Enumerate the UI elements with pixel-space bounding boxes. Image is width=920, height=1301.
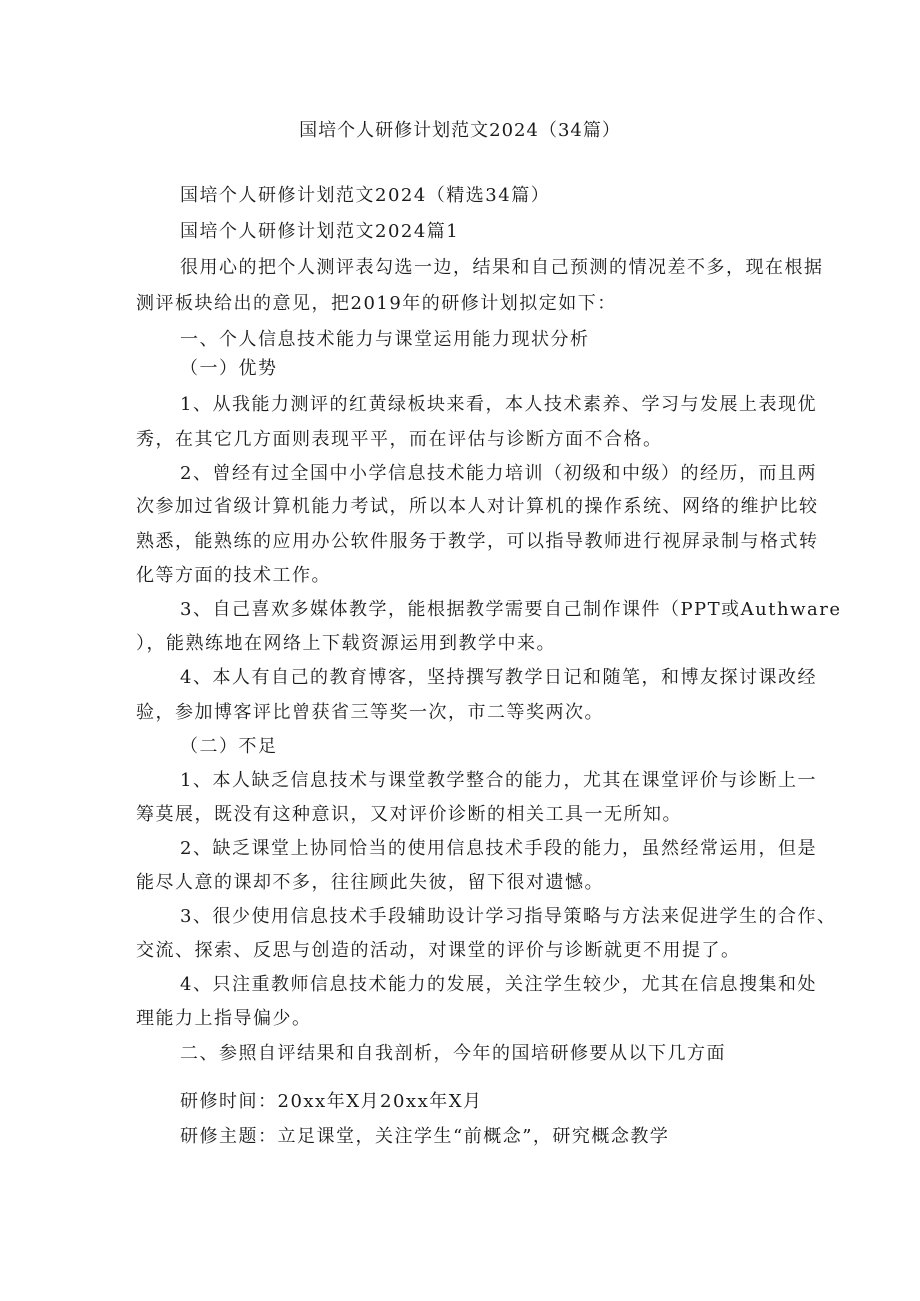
study-time: 研修时间：20xx年X月20xx年X月 — [180, 1091, 483, 1112]
subsection-shortcomings-heading: （二）不足 — [180, 736, 278, 757]
advantage-3-line-1: 3、自己喜欢多媒体教学，能根据教学需要自己制作课件（PPT或Authware — [180, 599, 842, 620]
section-2-heading: 二、参照自评结果和自我剖析，今年的国培研修要从以下几方面 — [180, 1043, 726, 1064]
document-title: 国培个人研修计划范文2024（34篇） — [299, 120, 621, 141]
advantage-3-line-2: ），能熟练地在网络上下载资源运用到教学中来。 — [136, 633, 556, 654]
document-subtitle: 国培个人研修计划范文2024（精选34篇） — [180, 185, 551, 206]
subsection-advantages-heading: （一）优势 — [180, 358, 278, 379]
advantage-2-line-1: 2、曾经有过全国中小学信息技术能力培训（初级和中级）的经历，而且两 — [180, 463, 817, 484]
study-topic: 研修主题：立足课堂，关注学生“前概念”，研究概念教学 — [180, 1126, 670, 1147]
advantage-2-line-3: 熟悉，能熟练的应用办公软件服务于教学，可以指导教师进行视屏录制与格式转 — [136, 531, 819, 552]
shortcoming-1-line-2: 筹莫展，既没有这种意识，又对评价诊断的相关工具一无所知。 — [136, 804, 682, 825]
shortcoming-2-line-1: 2、缺乏课堂上协同恰当的使用信息技术手段的能力，虽然经常运用，但是 — [180, 838, 817, 859]
article-heading: 国培个人研修计划范文2024篇1 — [180, 221, 460, 242]
shortcoming-2-line-2: 能尽人意的课却不多，往往顾此失彼，留下很对遗憾。 — [136, 872, 604, 893]
shortcoming-3-line-2: 交流、探索、反思与创造的活动，对课堂的评价与诊断就更不用提了。 — [136, 940, 741, 961]
advantage-2-line-2: 次参加过省级计算机能力考试，所以本人对计算机的操作系统、网络的维护比较 — [136, 496, 819, 517]
advantage-4-line-2: 验，参加博客评比曾获省三等奖一次，市二等奖两次。 — [136, 702, 604, 723]
shortcoming-1-line-1: 1、本人缺乏信息技术与课堂教学整合的能力，尤其在课堂评价与诊断上一 — [180, 770, 817, 791]
shortcoming-3-line-1: 3、很少使用信息技术手段辅助设计学习指导策略与方法来促进学生的合作、 — [180, 906, 837, 927]
section-1-heading: 一、个人信息技术能力与课堂运用能力现状分析 — [180, 329, 590, 350]
intro-line-1: 很用心的把个人测评表勾选一边，结果和自己预测的情况差不多，现在根据 — [180, 257, 824, 278]
shortcoming-4-line-2: 理能力上指导偏少。 — [136, 1008, 312, 1029]
advantage-4-line-1: 4、本人有自己的教育博客，坚持撰写教学日记和随笔，和博友探讨课改经 — [180, 667, 817, 688]
shortcoming-4-line-1: 4、只注重教师信息技术能力的发展，关注学生较少，尤其在信息搜集和处 — [180, 974, 817, 995]
advantage-2-line-4: 化等方面的技术工作。 — [136, 565, 331, 586]
advantage-1-line-1: 1、从我能力测评的红黄绿板块来看，本人技术素养、学习与发展上表现优 — [180, 394, 817, 415]
intro-line-2: 测评板块给出的意见，把2019年的研修计划拟定如下： — [136, 293, 617, 314]
advantage-1-line-2: 秀，在其它几方面则表现平平，而在评估与诊断方面不合格。 — [136, 429, 663, 450]
